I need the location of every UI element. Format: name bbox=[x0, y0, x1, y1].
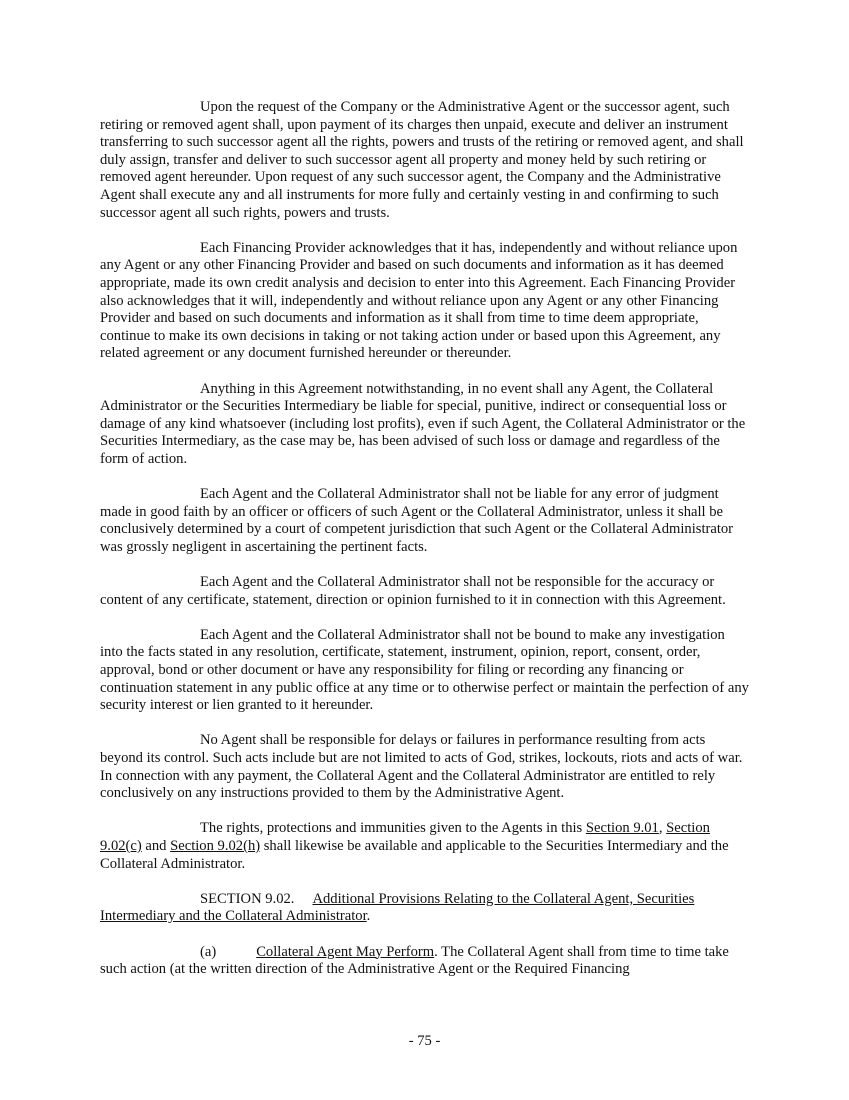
clause-a-paragraph bbox=[100, 944, 749, 979]
paragraph-error-of-judgment: Each Agent and the Collateral Administrator shall not be liable for any error of judgment made in good faith by an officer or officers of such Agent or the Collateral Administrator, unless it shall be conclusively determined by a court of competent jurisdiction that such Agent or the Collateral Administrator was grossly negligent in ascertaining the pertinent facts. bbox=[100, 486, 734, 555]
paragraph-financing-provider-acknowledgement: Each Financing Provider acknowledges that it has, independently and without reliance upon any Agent or any other Financing Provider and based on such documents and information as it has deemed appropriate, made its own credit analysis and decision to enter into this Agreement. Each Financing Provider also acknowledges that it will, independently and without reliance upon any Agent or any other Financing Provider and based on such documents and information as it shall from time to time deem appropriate, continue to make its own decisions in taking or not taking action under or based upon this Agreement, any related agreement or any document furnished hereunder or thereunder. bbox=[100, 239, 738, 362]
paragraph-not-responsible-accuracy: Each Agent and the Collateral Administrator shall not be responsible for the accuracy or content of any certificate, statement, direction or opinion furnished to it in connection with this Agreement. bbox=[100, 574, 726, 608]
paragraph-force-majeure: No Agent shall be responsible for delays or failures in performance resulting from acts beyond its control. Such acts include but are not limited to acts of God, strikes, lockouts, riots and acts of war. In connection with any payment, the Collateral Agent and the Collateral Administrator are entitled to rely conclusively on any instructions provided to them by the Administrative Agent. bbox=[100, 732, 743, 802]
section-9-02c-reference: Section 9.02(c) bbox=[100, 820, 710, 854]
clause-a-label: (a) bbox=[200, 943, 217, 960]
section-number: SECTION 9.02. bbox=[200, 890, 295, 907]
page-number: - 75 - bbox=[408, 1033, 441, 1049]
rights-text-after: shall likewise be available and applicable to the Securities Intermediary and the Collateral Administrator. bbox=[100, 837, 729, 872]
paragraph-rights-protections bbox=[100, 820, 749, 873]
section-9-02-heading bbox=[100, 891, 749, 926]
rights-separator-1: , bbox=[658, 820, 667, 837]
section-title-end: . bbox=[366, 908, 371, 925]
paragraph-successor-agent: Upon the request of the Company or the Administrative Agent or the successor agent, such retiring or removed agent shall, upon payment of its charges then unpaid, execute and deliver an instrument transferring to such successor agent all the rights, powers and trusts of the retiring or removed agent, and shall duly assign, transfer and deliver to such successor agent all property and money held by such retiring or removed agent hereunder. Upon request of any such successor agent, the Company and the Administrative Agent shall execute any and all instruments for more fully and certainly vesting in and confirming to such successor agent all such rights, powers and trusts. bbox=[100, 99, 744, 221]
section-9-02h-reference: Section 9.02(h) bbox=[170, 837, 261, 854]
rights-text-before: The rights, protections and immunities given to the Agents in this bbox=[200, 820, 586, 837]
clause-a-text: . The Collateral Agent shall from time to time take such action (at the written direction of the Administrative Agent or the Required Financing bbox=[100, 943, 729, 978]
clause-a-title: Collateral Agent May Perform bbox=[256, 943, 435, 960]
paragraph-no-consequential-loss: Anything in this Agreement notwithstanding, in no event shall any Agent, the Collateral Administrator or the Securities Intermediary be liable for special, punitive, indirect or consequential loss or damage of any kind whatsoever (including lost profits), even if such Agent, the Collateral Administrator or the Securities Intermediary, as the case may be, has been advised of such loss or damage and regardless of the form of action. bbox=[100, 380, 746, 467]
section-9-01-reference: Section 9.01 bbox=[585, 820, 659, 837]
section-title: Additional Provisions Relating to the Collateral Agent, Securities Intermediary and the Collateral Administrator bbox=[100, 890, 695, 925]
rights-separator-2: and bbox=[141, 837, 171, 854]
document-page bbox=[100, 99, 749, 996]
paragraph-no-investigation: Each Agent and the Collateral Administrator shall not be bound to make any investigation into the facts stated in any resolution, certificate, statement, instrument, opinion, report, consent, order, approval, bond or other document or have any responsibility for filing or recording any financing or continuation statement in any public office at any time or to otherwise perfect or maintain the perfection of any security interest or lien granted to it hereunder. bbox=[100, 626, 749, 714]
